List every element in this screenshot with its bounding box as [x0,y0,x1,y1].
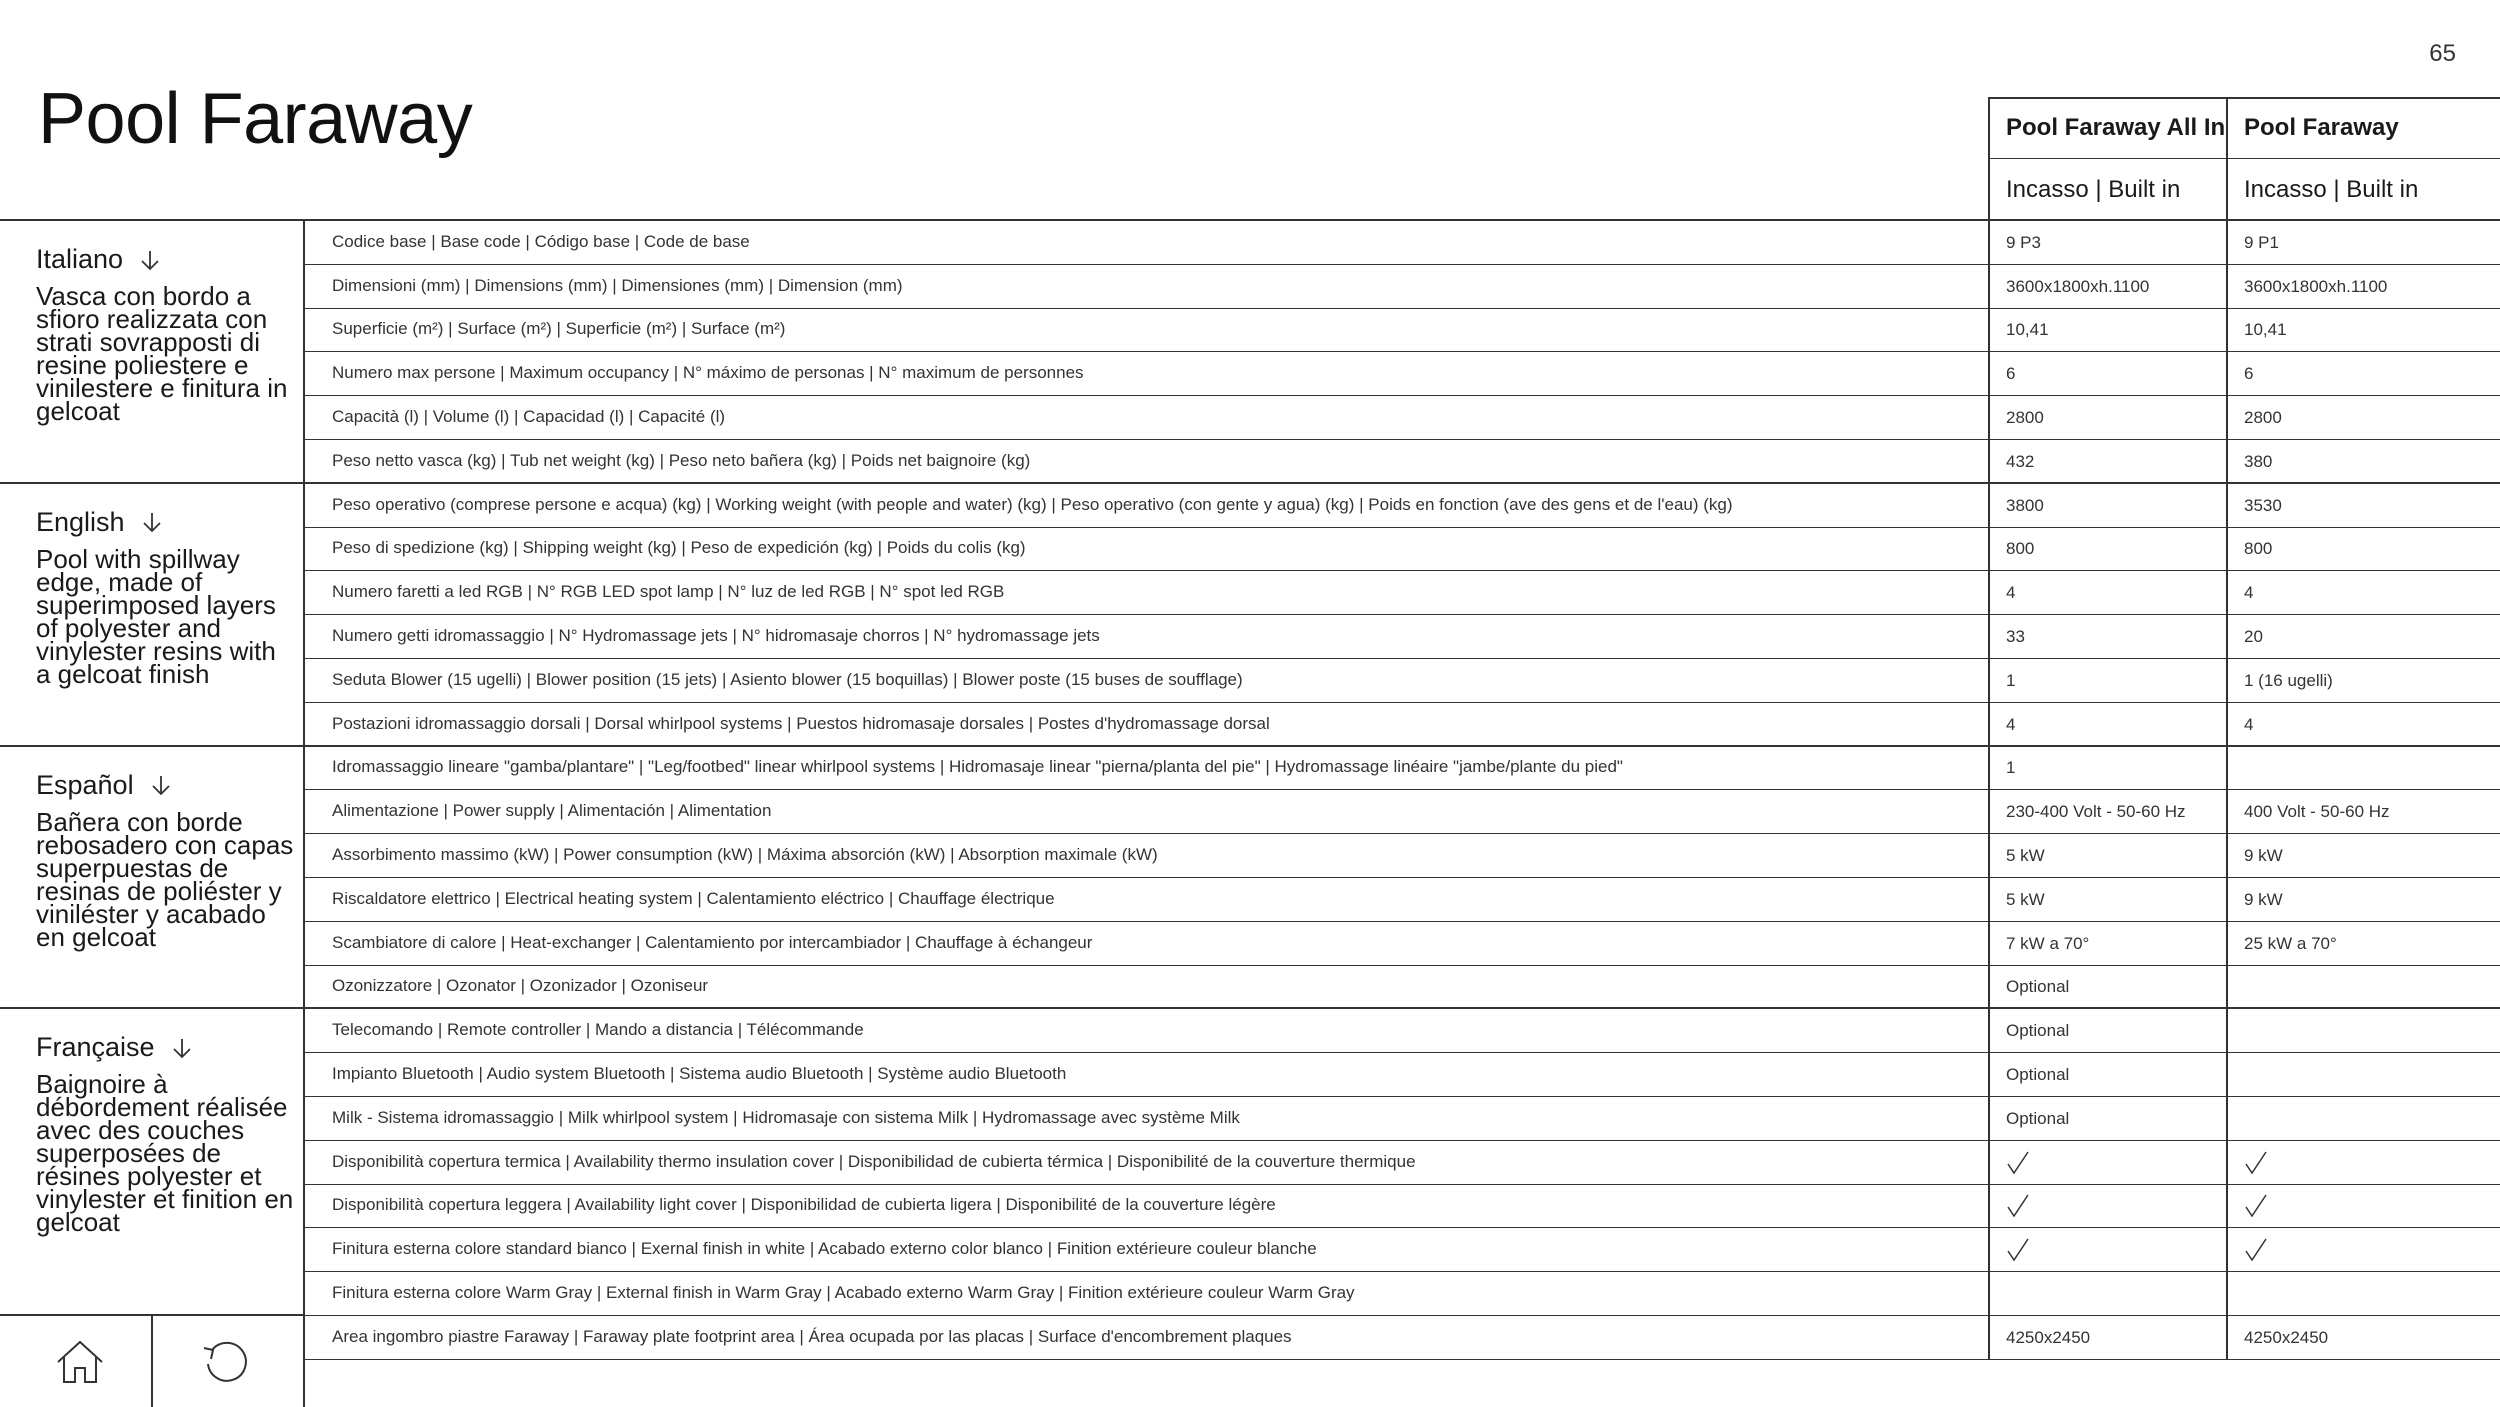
column-header-faraway: Pool Faraway [2226,97,2500,159]
value-faraway: 3600x1800xh.1100 [2244,276,2388,296]
column-type-all-in: Incasso | Built in [1988,159,2226,220]
arrow-down-icon [171,1037,193,1059]
spec-label: Disponibilità copertura leggera | Availability light cover | Disponibilidad de cubierta ligera | Disponibilité de la couverture légère [332,1195,1276,1215]
value-all-in: Optional [2006,1021,2070,1041]
table-row [304,921,2500,965]
language-heading[interactable] [36,1032,296,1063]
rotate-back-icon [198,1334,254,1390]
checkmark-icon [2006,1194,2030,1218]
table-row [304,395,2500,439]
spec-label: Ozonizzatore | Ozonator | Ozonizador | Ozoniseur [332,976,709,996]
spec-label: Peso di spedizione (kg) | Shipping weight (kg) | Peso de expedición (kg) | Poids du colis (kg) [332,538,1026,558]
value-all-in: Optional [2006,1065,2070,1085]
home-icon [54,1338,106,1386]
spec-label: Telecomando | Remote controller | Mando a distancia | Télécommande [332,1020,864,1040]
language-description: Baignoire à débordement réalisée avec des couches superposées de résines polyester et vinylester et finition en gelcoat [36,1069,294,1238]
value-faraway: 1 (16 ugelli) [2244,670,2333,690]
column-type-faraway: Incasso | Built in [2226,159,2500,220]
value-faraway: 25 kW a 70° [2244,933,2337,953]
language-description: Vasca con bordo a sfioro realizzata con strati sovrapposti di resine poliestere e vinilestere e finitura in gelcoat [36,281,288,426]
table-row [304,658,2500,702]
spec-label: Finitura esterna colore Warm Gray | External finish in Warm Gray | Acabado externo Warm Gray | Finition extérieure couleur Warm Gray [332,1283,1355,1303]
table-row [304,527,2500,571]
value-all-in: 5 kW [2006,846,2045,866]
language-description: Bañera con borde rebosadero con capas superpuestas de resinas de poliéster y viniléster y acabado en gelcoat [36,806,294,952]
spec-label: Seduta Blower (15 ugelli) | Blower position (15 jets) | Asiento blower (15 boquillas) | Blower poste (15 buses de soufflage) [332,669,1243,689]
value-all-in: 5 kW [2006,889,2045,909]
value-faraway: 2800 [2244,408,2282,428]
language-block-english [36,506,296,689]
spec-label: Peso operativo (comprese persone e acqua) (kg) | Working weight (with people and water) (kg) | Peso operativo (con gente y agua) (kg) | Poids en fonction (ave des gens et de l'eau) (kg) [332,494,1733,514]
value-faraway: 9 kW [2244,889,2283,909]
value-faraway [2244,1194,2268,1223]
checkmark-icon [2244,1194,2268,1218]
value-all-in [2006,1238,2030,1267]
value-faraway: 400 Volt - 50-60 Hz [2244,802,2390,822]
value-all-in: 230-400 Volt - 50-60 Hz [2006,802,2186,822]
value-all-in: 4 [2006,583,2016,603]
home-button[interactable] [5,1316,155,1407]
table-row [304,220,2500,264]
value-all-in: 1 [2006,758,2016,778]
language-heading[interactable] [36,244,296,275]
table-row [304,877,2500,921]
table-row [304,833,2500,877]
table-row [304,702,2500,746]
language-block-italiano [36,244,296,426]
checkmark-icon [2006,1238,2030,1262]
table-row [304,1140,2500,1184]
language-block-française [36,1032,296,1238]
table-row [304,1008,2500,1052]
language-block-español [36,769,296,952]
table-row [304,746,2500,790]
table-row [304,351,2500,395]
value-faraway: 4 [2244,714,2254,734]
value-all-in [2006,1194,2030,1223]
value-faraway: 3530 [2244,495,2282,515]
table-row [304,1096,2500,1140]
table-row [304,1052,2500,1096]
value-faraway: 20 [2244,627,2263,647]
spec-label: Riscaldatore elettrico | Electrical heating system | Calentamiento eléctrico | Chauffage électrique [332,888,1055,908]
value-faraway: 4 [2244,583,2254,603]
table-row [304,614,2500,658]
value-faraway: 380 [2244,451,2273,471]
language-name: Italiano [36,244,124,274]
checkmark-icon [2006,1151,2030,1175]
spec-label: Milk - Sistema idromassaggio | Milk whirlpool system | Hidromasaje con sistema Milk | Hydromassage avec système Milk [332,1107,1240,1127]
back-button[interactable] [151,1316,301,1407]
spec-label: Codice base | Base code | Código base | Code de base [332,231,750,251]
value-all-in: 432 [2006,451,2035,471]
value-all-in: 3600x1800xh.1100 [2006,276,2150,296]
spec-label: Dimensioni (mm) | Dimensions (mm) | Dimensiones (mm) | Dimension (mm) [332,275,903,295]
table-row [304,965,2500,1009]
table-row [304,439,2500,483]
language-heading[interactable] [36,770,296,801]
table-row [304,570,2500,614]
value-all-in: 4 [2006,714,2016,734]
value-all-in: 9 P3 [2006,232,2041,252]
table-row [304,1271,2500,1315]
spec-label: Capacità (l) | Volume (l) | Capacidad (l) | Capacité (l) [332,407,726,427]
language-name: English [36,506,125,537]
value-all-in [2006,1151,2030,1180]
value-faraway: 9 kW [2244,846,2283,866]
value-faraway: 800 [2244,539,2273,559]
spec-label: Postazioni idromassaggio dorsali | Dorsal whirlpool systems | Puestos hidromasaje dorsales | Postes d'hydromassage dorsal [332,713,1270,733]
table-bottom-border [304,1359,2500,1360]
language-description: Pool with spillway edge, made of superimposed layers of polyester and vinylester resins with a gelcoat finish [36,543,276,689]
value-all-in: 6 [2006,364,2016,384]
page-title: Pool Faraway [38,79,473,159]
spec-label: Finitura esterna colore standard bianco | Exernal finish in white | Acabado externo color blanco | Finition extérieure couleur blanche [332,1239,1317,1259]
table-row [304,308,2500,352]
spec-label: Scambiatore di calore | Heat-exchanger | Calentamiento por intercambiador | Chauffage à échangeur [332,932,1093,952]
value-all-in: 3800 [2006,495,2044,515]
table-row [304,483,2500,527]
spec-label: Idromassaggio lineare "gamba/plantare" | "Leg/footbed" linear whirlpool systems | Hidromasaje linear "pierna/planta del pie" | Hydromassage linéaire "jambe/plante du pied" [332,757,1623,777]
arrow-down-icon [141,511,163,533]
value-faraway: 4250x2450 [2244,1327,2329,1347]
spec-label: Numero max persone | Maximum occupancy | N° máximo de personas | N° maximum de personnes [332,363,1084,383]
value-faraway [2244,1238,2268,1267]
spec-label: Superficie (m²) | Surface (m²) | Superficie (m²) | Surface (m²) [332,319,786,339]
checkmark-icon [2244,1151,2268,1175]
value-faraway: 10,41 [2244,320,2287,340]
table-row [304,1227,2500,1271]
spec-label: Impianto Bluetooth | Audio system Bluetooth | Sistema audio Bluetooth | Système audio Bluetooth [332,1064,1067,1084]
value-all-in: 1 [2006,670,2016,690]
arrow-down-icon [139,249,161,271]
spec-label: Disponibilità copertura termica | Availability thermo insulation cover | Disponibilidad de cubierta térmica | Disponibilité de la couverture thermique [332,1151,1416,1171]
value-all-in: Optional [2006,1108,2070,1128]
table-row [304,1315,2500,1359]
language-heading[interactable] [36,507,296,538]
value-faraway: 9 P1 [2244,232,2279,252]
spec-label: Assorbimento massimo (kW) | Power consumption (kW) | Máxima absorción (kW) | Absorption maximale (kW) [332,845,1158,865]
spec-label: Peso netto vasca (kg) | Tub net weight (kg) | Peso neto bañera (kg) | Poids net baignoire (kg) [332,450,1031,470]
language-name: Française [36,1032,155,1063]
spec-label: Area ingombro piastre Faraway | Faraway plate footprint area | Área ocupada por las placas | Surface d'encombrement plaques [332,1326,1292,1346]
value-faraway: 6 [2244,364,2254,384]
value-all-in: 7 kW a 70° [2006,933,2090,953]
value-all-in: 2800 [2006,408,2044,428]
spec-label: Numero getti idromassaggio | N° Hydromassage jets | N° hidromasaje chorros | N° hydromassage jets [332,626,1100,646]
table-row [304,264,2500,308]
value-all-in: 10,41 [2006,320,2049,340]
arrow-down-icon [150,774,172,796]
value-all-in: 33 [2006,627,2025,647]
spec-label: Numero faretti a led RGB | N° RGB LED spot lamp | N° luz de led RGB | N° spot led RGB [332,582,1005,602]
spec-label: Alimentazione | Power supply | Alimentación | Alimentation [332,801,772,821]
table-row [304,789,2500,833]
value-all-in: 4250x2450 [2006,1327,2091,1347]
value-all-in: Optional [2006,977,2070,997]
page-number: 65 [2429,40,2456,67]
checkmark-icon [2244,1238,2268,1262]
column-header-all-in: Pool Faraway All In [1988,97,2226,159]
value-all-in: 800 [2006,539,2035,559]
table-row [304,1184,2500,1228]
value-faraway [2244,1151,2268,1180]
language-name: Español [36,769,134,800]
